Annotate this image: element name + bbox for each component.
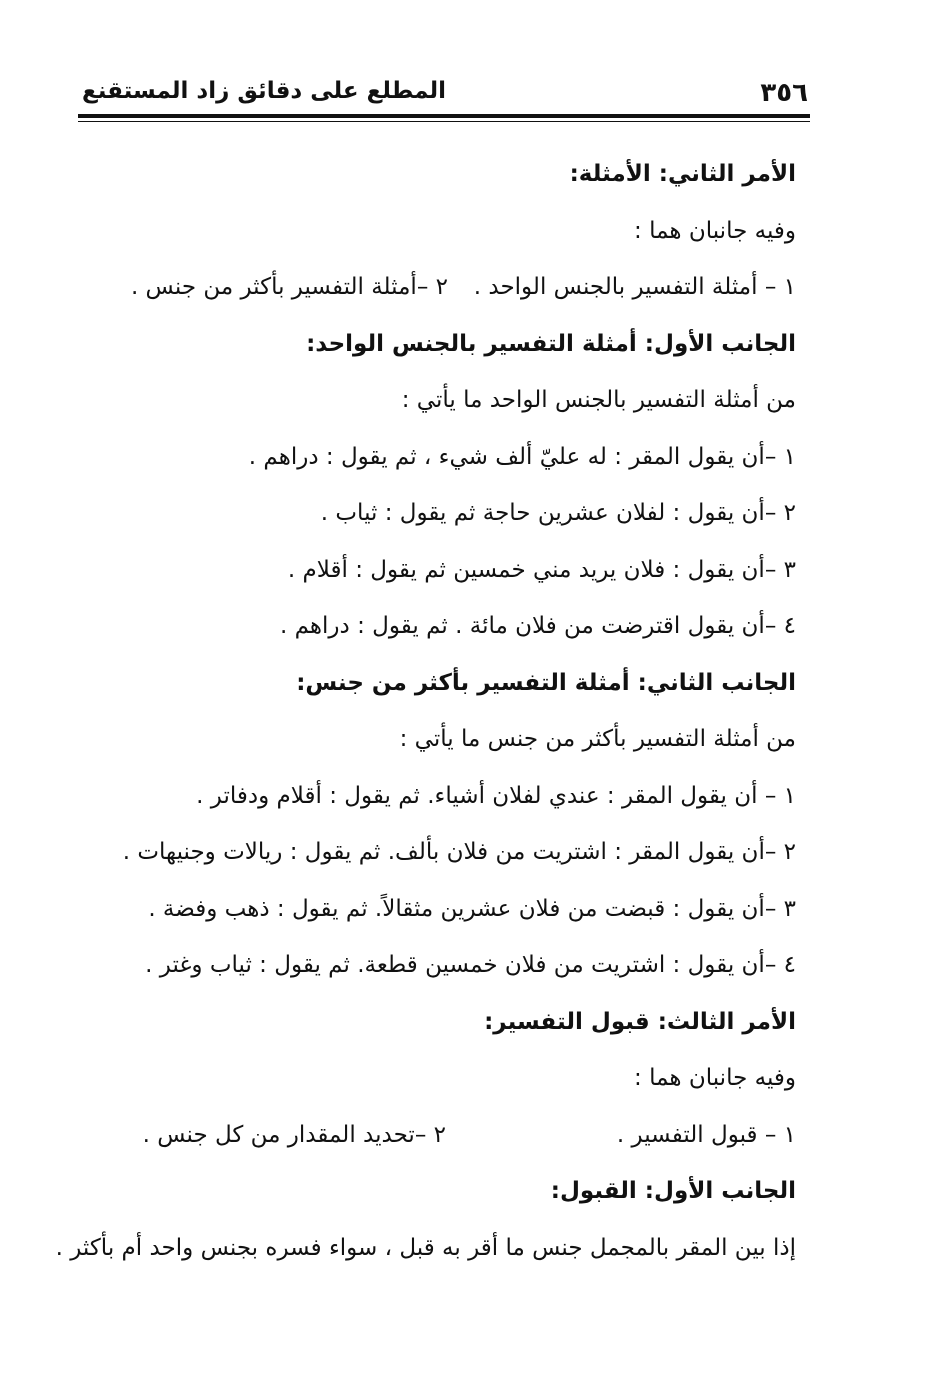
paragraph-line: وفيه جانبان هما : bbox=[634, 217, 796, 244]
paragraph-line-two-columns bbox=[100, 259, 796, 316]
subsection-heading: الجانب الأول: القبول: bbox=[550, 1178, 796, 1204]
paragraph-line-two-columns bbox=[100, 1107, 796, 1164]
list-item: ١ –أن يقول المقر : له عليّ ألف شيء ، ثم يقول : دراهم . bbox=[248, 443, 796, 470]
paragraph-line: من أمثلة التفسير بأكثر من جنس ما يأتي : bbox=[399, 726, 796, 752]
list-item: ٢ –أمثلة التفسير بأكثر من جنس . bbox=[130, 274, 448, 300]
list-item: ١ – أمثلة التفسير بالجنس الواحد . bbox=[473, 274, 796, 300]
paragraph-line: وفيه جانبان هما : bbox=[634, 1065, 796, 1091]
list-item: ٢ –أن يقول المقر : اشتريت من فلان بألف. ثم يقول : ريالات وجنيهات . bbox=[122, 839, 796, 865]
section-heading: الأمر الثالث: قبول التفسير: bbox=[484, 1008, 796, 1035]
list-item: ٢ –تحديد المقدار من كل جنس . bbox=[142, 1121, 446, 1148]
page-body bbox=[55, 146, 796, 1276]
list-item: ٣ –أن يقول : قبضت من فلان عشرين مثقالاً. ثم يقول : ذهب وفضة . bbox=[148, 895, 796, 922]
list-item: ٤ –أن يقول : اشتريت من فلان خمسين قطعة. ثم يقول : ثياب وغتر . bbox=[145, 952, 796, 978]
paragraph-line: من أمثلة التفسير بالجنس الواحد ما يأتي : bbox=[401, 387, 796, 413]
header-rule-thin bbox=[78, 121, 810, 122]
list-item: ٤ –أن يقول اقترضت من فلان مائة . ثم يقول : دراهم . bbox=[279, 613, 796, 639]
section-heading: الأمر الثاني: الأمثلة: bbox=[569, 161, 796, 187]
list-item: ١ – قبول التفسير . bbox=[616, 1121, 796, 1148]
running-title: المطلع على دقائق زاد المستقنع bbox=[82, 78, 447, 104]
subsection-heading: الجانب الأول: أمثلة التفسير بالجنس الواحد: bbox=[306, 330, 796, 357]
page-number: ٣٥٦ bbox=[760, 78, 808, 108]
list-item: ٢ –أن يقول : لفلان عشرين حاجة ثم يقول : ثياب . bbox=[320, 500, 796, 526]
page-header bbox=[82, 72, 808, 112]
list-item: ٣ –أن يقول : فلان يريد مني خمسين ثم يقول : أقلام . bbox=[287, 556, 796, 583]
paragraph-line: إذا بين المقر بالمجمل جنس ما أقر به قبل ، سواء فسره بجنس واحد أم بأكثر . bbox=[55, 1234, 796, 1261]
subsection-heading: الجانب الثاني: أمثلة التفسير بأكثر من جنس: bbox=[296, 669, 796, 696]
list-item: ١ – أن يقول المقر : عندي لفلان أشياء. ثم يقول : أقلام ودفاتر . bbox=[196, 782, 796, 809]
header-rule-thick bbox=[78, 114, 810, 118]
